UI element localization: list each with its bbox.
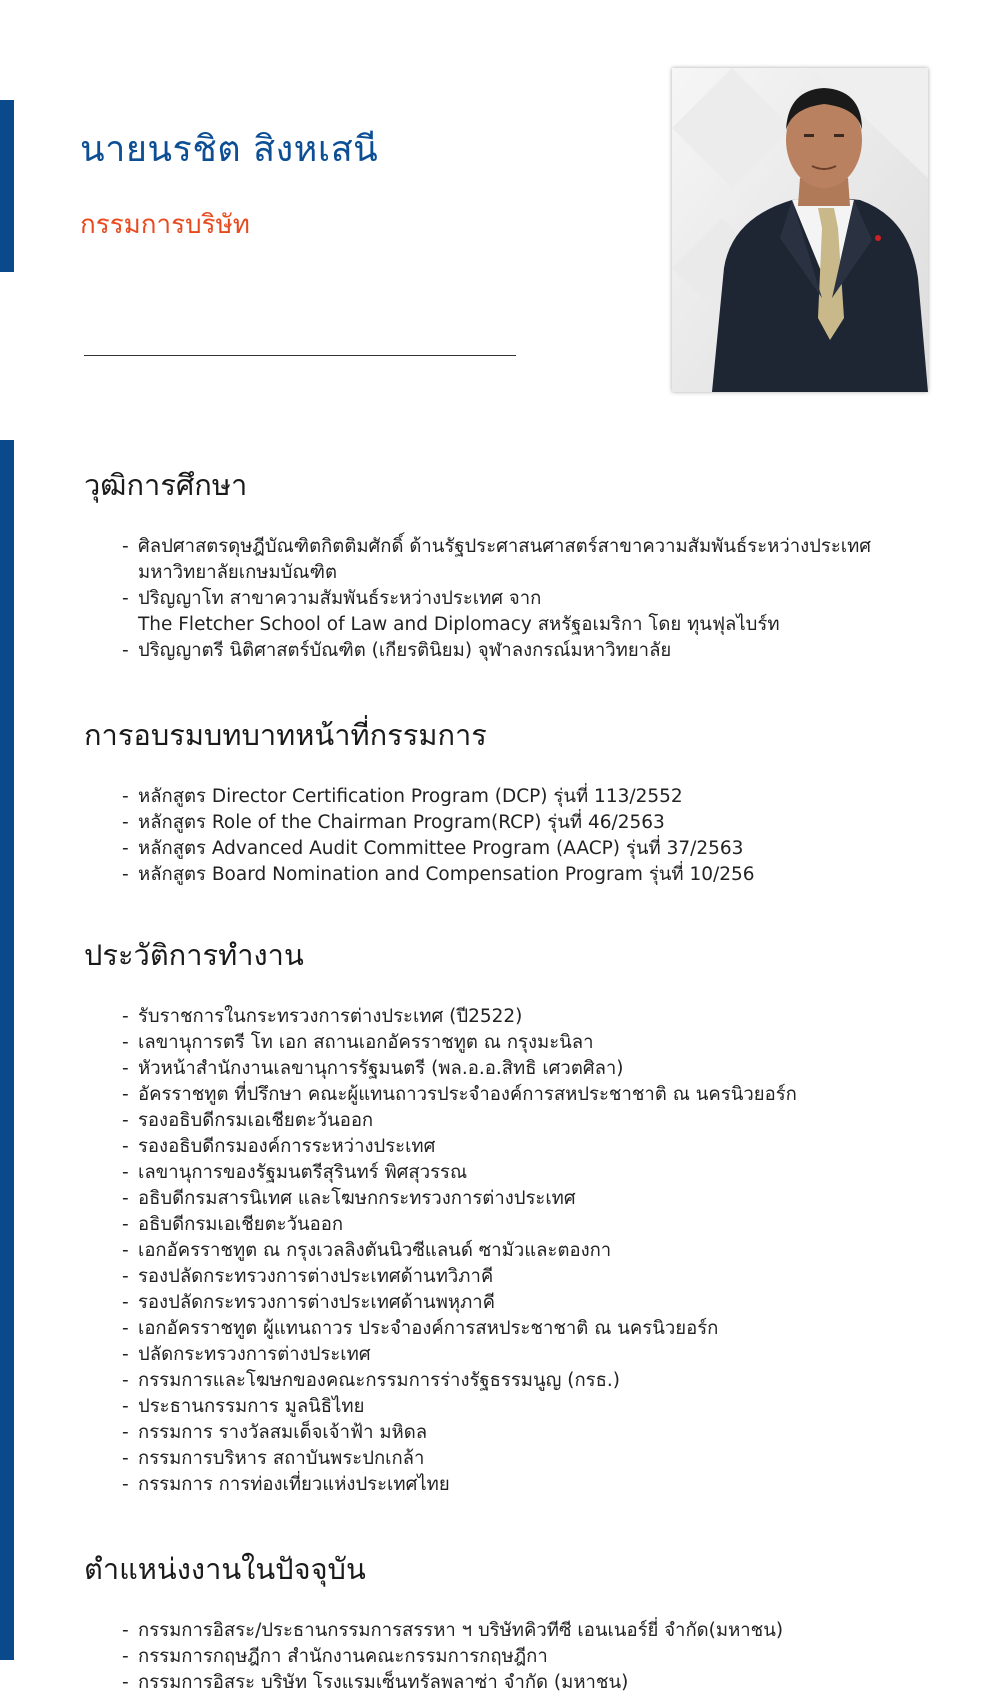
list-item [122,638,964,664]
list-item: - เอกอัครราชทูต ณ กรุงเวลลิงตันนิวซีแลนด์ ซามัวและตองกา [122,1238,964,1264]
list-item: - กรรมการบริหาร สถาบันพระปกเกล้า [122,1446,964,1472]
list-item: - หลักสูตร Board Nomination and Compensation Program รุ่นที่ 10/256 [122,862,964,888]
list-item: - รองปลัดกระทรวงการต่างประเทศด้านพหุภาคี [122,1290,964,1316]
portrait-illustration [672,68,928,392]
item-line: - ปริญญาโท สาขาความสัมพันธ์ระหว่างประเทศ จาก [138,588,542,609]
list-item [122,534,964,586]
list-item: - อธิบดีกรมเอเชียตะวันออก [122,1212,964,1238]
accent-bar-main [0,440,14,1660]
education-list [122,534,964,664]
accent-bar-top [0,100,14,272]
list-item: - รองอธิบดีกรมเอเชียตะวันออก [122,1108,964,1134]
header-divider [84,355,516,356]
work-history-title: ประวัติการทำงาน [84,938,304,972]
list-item: - เลขานุการของรัฐมนตรีสุรินทร์ พิศสุวรรณ [122,1160,964,1186]
list-item: - กรรมการอิสระ/ประธานกรรมการสรรหา ฯ บริษัทคิวทีซี เอนเนอร์ยี่ จำกัด(มหาชน) [122,1618,964,1644]
list-item: - รองปลัดกระทรวงการต่างประเทศด้านทวิภาคี [122,1264,964,1290]
list-item [122,586,964,638]
list-item: - รองอธิบดีกรมองค์การระหว่างประเทศ [122,1134,964,1160]
list-item: - หลักสูตร Role of the Chairman Program(RCP) รุ่นที่ 46/2563 [122,810,964,836]
training-list [122,784,964,888]
current-positions-title: ตำแหน่งงานในปัจจุบัน [84,1552,366,1586]
list-item: - กรรมการและโฆษกของคณะกรรมการร่างรัฐธรรมนูญ (กรธ.) [122,1368,964,1394]
list-item: - ปลัดกระทรวงการต่างประเทศ [122,1342,964,1368]
list-item: - ประธานกรรมการ มูลนิธิไทย [122,1394,964,1420]
list-item: - หลักสูตร Advanced Audit Committee Program (AACP) รุ่นที่ 37/2563 [122,836,964,862]
list-item: - เลขานุการตรี โท เอก สถานเอกอัครราชทูต ณ กรุงมะนิลา [122,1030,964,1056]
profile-content [84,462,964,1696]
item-line: - ปริญญาตรี นิติศาสตร์บัณฑิต (เกียรตินิยม) จุฬาลงกรณ์มหาวิทยาลัย [138,640,672,661]
current-positions-list [122,1618,964,1696]
work-history-section [84,932,964,1498]
list-item: - หัวหน้าสำนักงานเลขานุการรัฐมนตรี (พล.อ.อ.สิทธิ เศวตศิลา) [122,1056,964,1082]
education-section [84,462,964,664]
list-item: - อัครราชทูต ที่ปรึกษา คณะผู้แทนถาวรประจำองค์การสหประชาชาติ ณ นครนิวยอร์ก [122,1082,964,1108]
list-item: - อธิบดีกรมสารนิเทศ และโฆษกกระทรวงการต่างประเทศ [122,1186,964,1212]
education-title: วุฒิการศึกษา [84,468,248,502]
person-role: กรรมการบริษัท [80,210,250,240]
list-item: - กรรมการกฤษฎีกา สำนักงานคณะกรรมการกฤษฎีกา [122,1644,964,1670]
person-name: นายนรชิต สิงหเสนี [80,129,379,170]
list-item: - หลักสูตร Director Certification Program (DCP) รุ่นที่ 113/2552 [122,784,964,810]
current-positions-section [84,1546,964,1696]
list-item: - กรรมการ การท่องเที่ยวแห่งประเทศไทย [122,1472,964,1498]
item-line: มหาวิทยาลัยเกษมบัณฑิต [138,562,337,583]
portrait-photo [672,68,928,392]
training-section [84,712,964,888]
item-line: The Fletcher School of Law and Diplomacy สหรัฐอเมริกา โดย ทุนฟุลไบร์ท [138,614,780,635]
list-item: - กรรมการ รางวัลสมเด็จเจ้าฟ้า มหิดล [122,1420,964,1446]
list-item: - เอกอัครราชทูต ผู้แทนถาวร ประจำองค์การสหประชาชาติ ณ นครนิวยอร์ก [122,1316,964,1342]
list-item: - รับราชการในกระทรวงการต่างประเทศ (ปี2522) [122,1004,964,1030]
training-title: การอบรมบทบาทหน้าที่กรรมการ [84,718,487,752]
work-history-list [122,1004,964,1498]
item-line: - ศิลปศาสตรดุษฎีบัณฑิตกิตติมศักดิ์ ด้านรัฐประศาสนศาสตร์สาขาความสัมพันธ์ระหว่างประเทศ [138,536,872,557]
list-item: - กรรมการอิสระ บริษัท โรงแรมเซ็นทรัลพลาซ่า จำกัด (มหาชน) [122,1670,964,1696]
